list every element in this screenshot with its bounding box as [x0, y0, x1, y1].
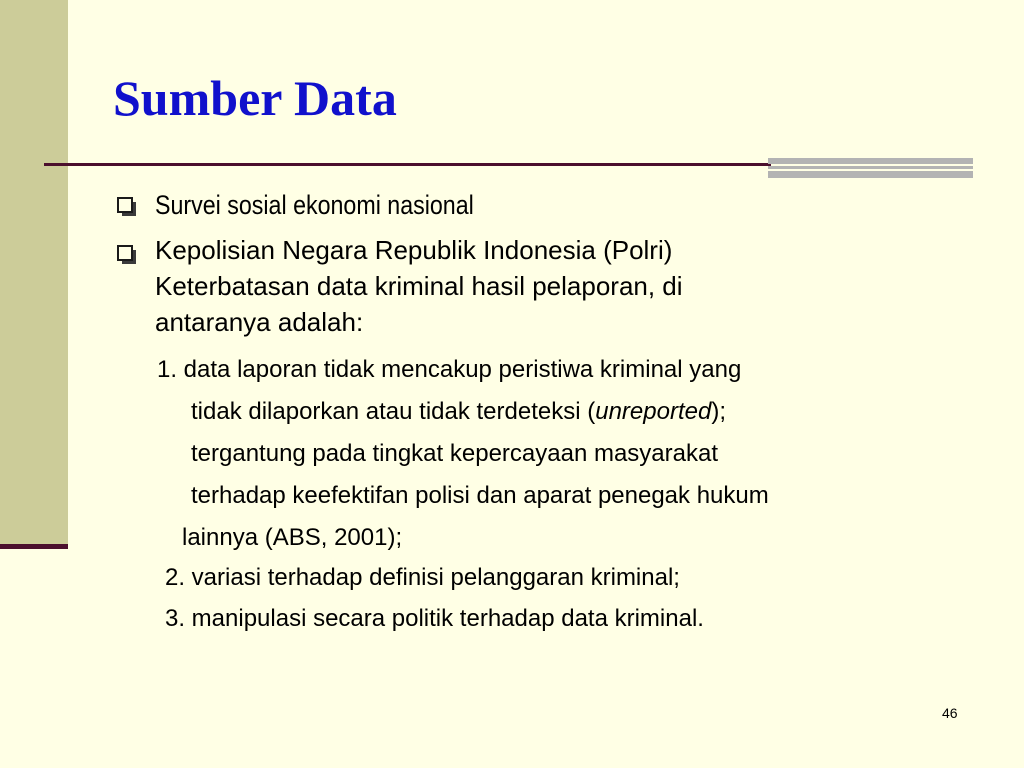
- page-number: 46: [942, 705, 958, 721]
- point-1-line-3: tergantung pada tingkat kepercayaan masyarakat: [191, 440, 719, 467]
- bullet-polri-line: Keterbatasan data kriminal hasil pelaporan, di: [155, 271, 683, 301]
- bullet-polri-line: antaranya adalah:: [155, 307, 364, 337]
- bullet-polri-line: Kepolisian Negara Republik Indonesia (Polri): [155, 235, 673, 265]
- point-1-line-5: lainnya (ABS, 2001);: [182, 524, 403, 551]
- point-1-line-2-text: tidak dilaporkan atau tidak terdeteksi (: [191, 398, 596, 425]
- point-1-line-4: terhadap keefektifan polisi dan aparat penegak hukum: [191, 482, 769, 509]
- side-band: [0, 0, 68, 545]
- point-1-line-2: [191, 397, 726, 427]
- bullet-polri: [155, 232, 683, 340]
- point-2: 2. variasi terhadap definisi pelanggaran kriminal;: [165, 564, 680, 591]
- unreported-term: unreported: [595, 398, 712, 425]
- point-1-line-1: 1. data laporan tidak mencakup peristiwa kriminal yang: [157, 356, 742, 383]
- title-rule: [44, 163, 771, 166]
- point-3: 3. manipulasi secara politik terhadap data kriminal.: [165, 605, 704, 632]
- decorative-gray-bar: [768, 158, 973, 178]
- square-bullet-icon: [117, 197, 133, 213]
- slide-title: Sumber Data: [113, 70, 397, 126]
- bullet-survei: Survei sosial ekonomi nasional: [155, 190, 474, 220]
- square-bullet-icon: [117, 245, 133, 261]
- point-1-line-2-end: );: [711, 398, 726, 425]
- side-accent-bar: [0, 544, 68, 549]
